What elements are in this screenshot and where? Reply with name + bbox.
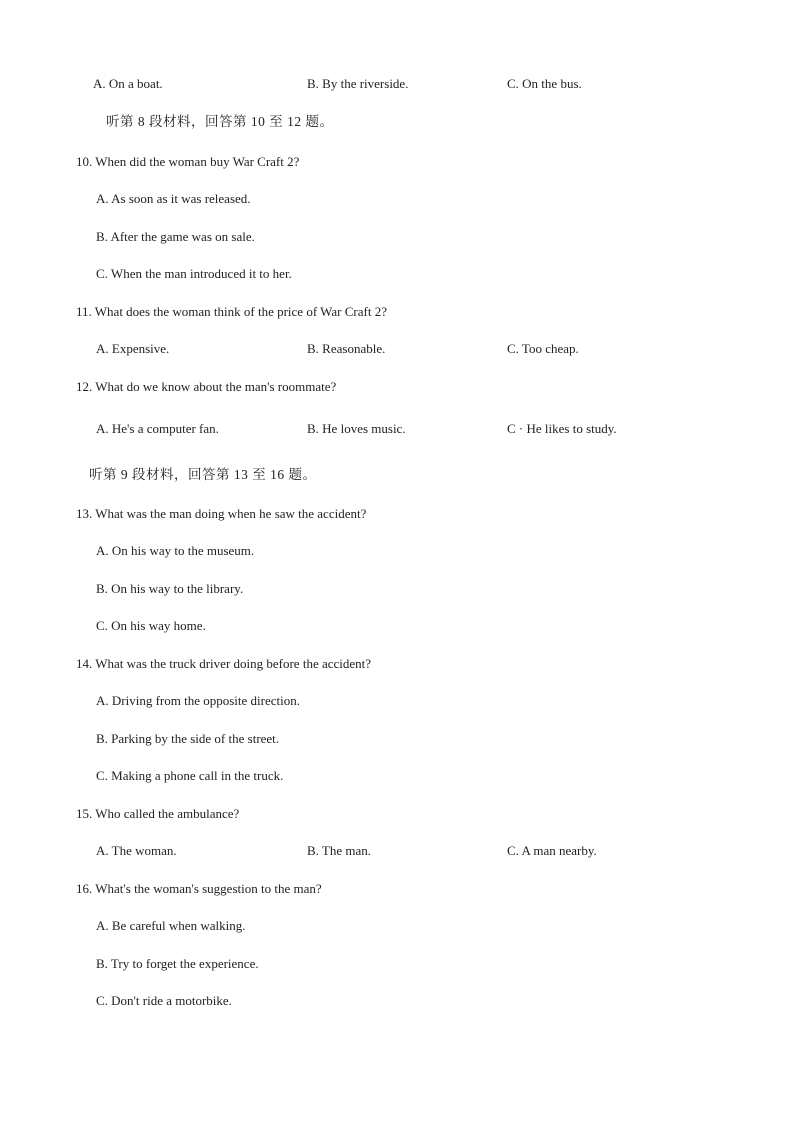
question-16: 16. What's the woman's suggestion to the man? [76,881,322,896]
q16-option-a: A. Be careful when walking. [96,918,246,933]
q15-option-a: A. The woman. [96,843,177,858]
q13-option-c: C. On his way home. [96,618,206,633]
q12-option-b: B. He loves music. [307,421,406,436]
question-13: 13. What was the man doing when he saw the accident? [76,506,367,521]
q10-option-a: A. As soon as it was released. [96,191,251,206]
section-8-heading: 听第 8 段材料，回答第 10 至 12 题。 [106,114,334,129]
q10-option-b: B. After the game was on sale. [96,229,255,244]
question-12: 12. What do we know about the man's roommate? [76,379,337,394]
question-14: 14. What was the truck driver doing before the accident? [76,656,372,671]
q9-option-a: A. On a boat. [93,76,163,91]
q16-option-b: B. Try to forget the experience. [96,956,259,971]
q12-option-a: A. He's a computer fan. [96,421,219,436]
q15-option-b: B. The man. [307,843,372,858]
question-15: 15. Who called the ambulance? [76,806,240,821]
q9-option-c: C. On the bus. [507,76,582,91]
q13-option-b: B. On his way to the library. [96,581,244,596]
q14-option-c: C. Making a phone call in the truck. [96,768,284,783]
question-11: 11. What does the woman think of the price of War Craft 2? [76,304,387,319]
section-9-heading: 听第 9 段材料，回答第 13 至 16 题。 [89,467,317,482]
q16-option-c: C. Don't ride a motorbike. [96,993,232,1008]
q15-option-c: C. A man nearby. [507,843,597,858]
q10-option-c: C. When the man introduced it to her. [96,266,292,281]
q11-option-c: C. Too cheap. [507,341,579,356]
q9-option-b: B. By the riverside. [307,76,409,91]
question-10: 10. When did the woman buy War Craft 2? [76,154,300,169]
q13-option-a: A. On his way to the museum. [96,543,255,558]
q14-option-b: B. Parking by the side of the street. [96,731,280,746]
q14-option-a: A. Driving from the opposite direction. [96,693,300,708]
q11-option-a: A. Expensive. [96,341,170,356]
q11-option-b: B. Reasonable. [307,341,386,356]
q12-option-c: C · He likes to study. [507,421,617,436]
